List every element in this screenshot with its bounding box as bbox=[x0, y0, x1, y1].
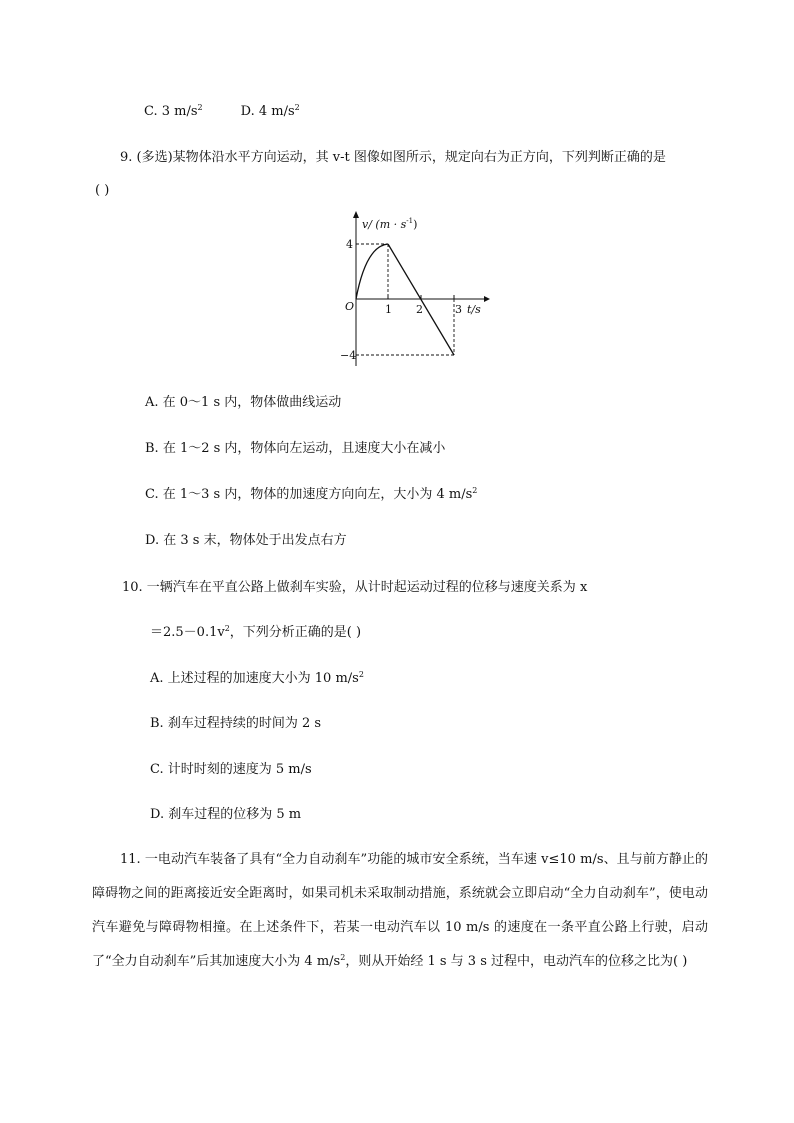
q9-option-c: C. 在 1～3 s 内，物体的加速度方向向左，大小为 4 $m/s^2$ bbox=[145, 486, 478, 502]
vt-graph bbox=[336, 206, 496, 368]
curve-0-1s bbox=[356, 244, 388, 299]
q10-option-a: A. 上述过程的加速度大小为 10 $m/s^2$ bbox=[150, 670, 364, 686]
q9-option-b: B. 在 1～2 s 内，物体向左运动，且速度大小在减小 bbox=[145, 441, 446, 456]
x-axis-label: t/s bbox=[467, 303, 481, 316]
x-axis-arrow bbox=[484, 296, 490, 302]
y-axis-arrow bbox=[353, 211, 359, 218]
x-tick-2: 2 bbox=[416, 303, 423, 316]
q9-answer-paren: ( ) bbox=[95, 183, 110, 198]
q9-stem: 9. (多选)某物体沿水平方向运动，其 v-t 图像如图所示，规定向右为正方向，下列判断正确的是 bbox=[120, 150, 666, 165]
q11-paragraph: 11. 一电动汽车装备了具有“全力自动刹车”功能的城市安全系统，当车速 v≤10 m/s、且与前方静止的障碍物之间的距离接近安全距离时，如果司机未采取制动措施，系统就会立即启动“全力自动刹车”，使电动汽车避免与障碍物相撞。在上述条件下，若某一电动汽车以 10 m/s 的速度在一条平直公路上行驶，启动了“全力自动刹车”后其加速度大小为 4 $m/s^2$，则从开始经 1 s 与 3 s 过程中，电动汽车的位移之比为( ) bbox=[92, 852, 708, 969]
origin-label: O bbox=[345, 300, 355, 313]
q8-options-row bbox=[144, 103, 300, 121]
q9-option-d: D. 在 3 s 末，物体处于出发点右方 bbox=[145, 533, 347, 548]
y-axis-label: v/ $(m \cdot s^{-1})$ bbox=[362, 217, 418, 231]
y-tick-neg4: −4 bbox=[340, 349, 357, 362]
q9-option-a: A. 在 0～1 s 内，物体做曲线运动 bbox=[145, 395, 342, 410]
q10-option-d: D. 刹车过程的位移为 5 m bbox=[150, 807, 302, 822]
x-tick-3: 3 bbox=[455, 303, 462, 316]
q10-option-c: C. 计时时刻的速度为 5 m/s bbox=[150, 762, 312, 777]
q8-option-d: D. 4 $m/s^2$ bbox=[240, 103, 300, 119]
q10-option-b: B. 刹车过程持续的时间为 2 s bbox=[150, 716, 322, 731]
y-tick-4: 4 bbox=[346, 238, 353, 251]
q10-formula: $=2.5-0.1v^2$，下列分析正确的是( ) bbox=[150, 624, 362, 640]
q10-stem: 10. 一辆汽车在平直公路上做刹车实验，从计时起运动过程的位移与速度关系为 x bbox=[122, 580, 588, 595]
x-tick-1: 1 bbox=[385, 303, 392, 316]
q8-option-c: C. 3 $m/s^2$ bbox=[144, 103, 203, 119]
